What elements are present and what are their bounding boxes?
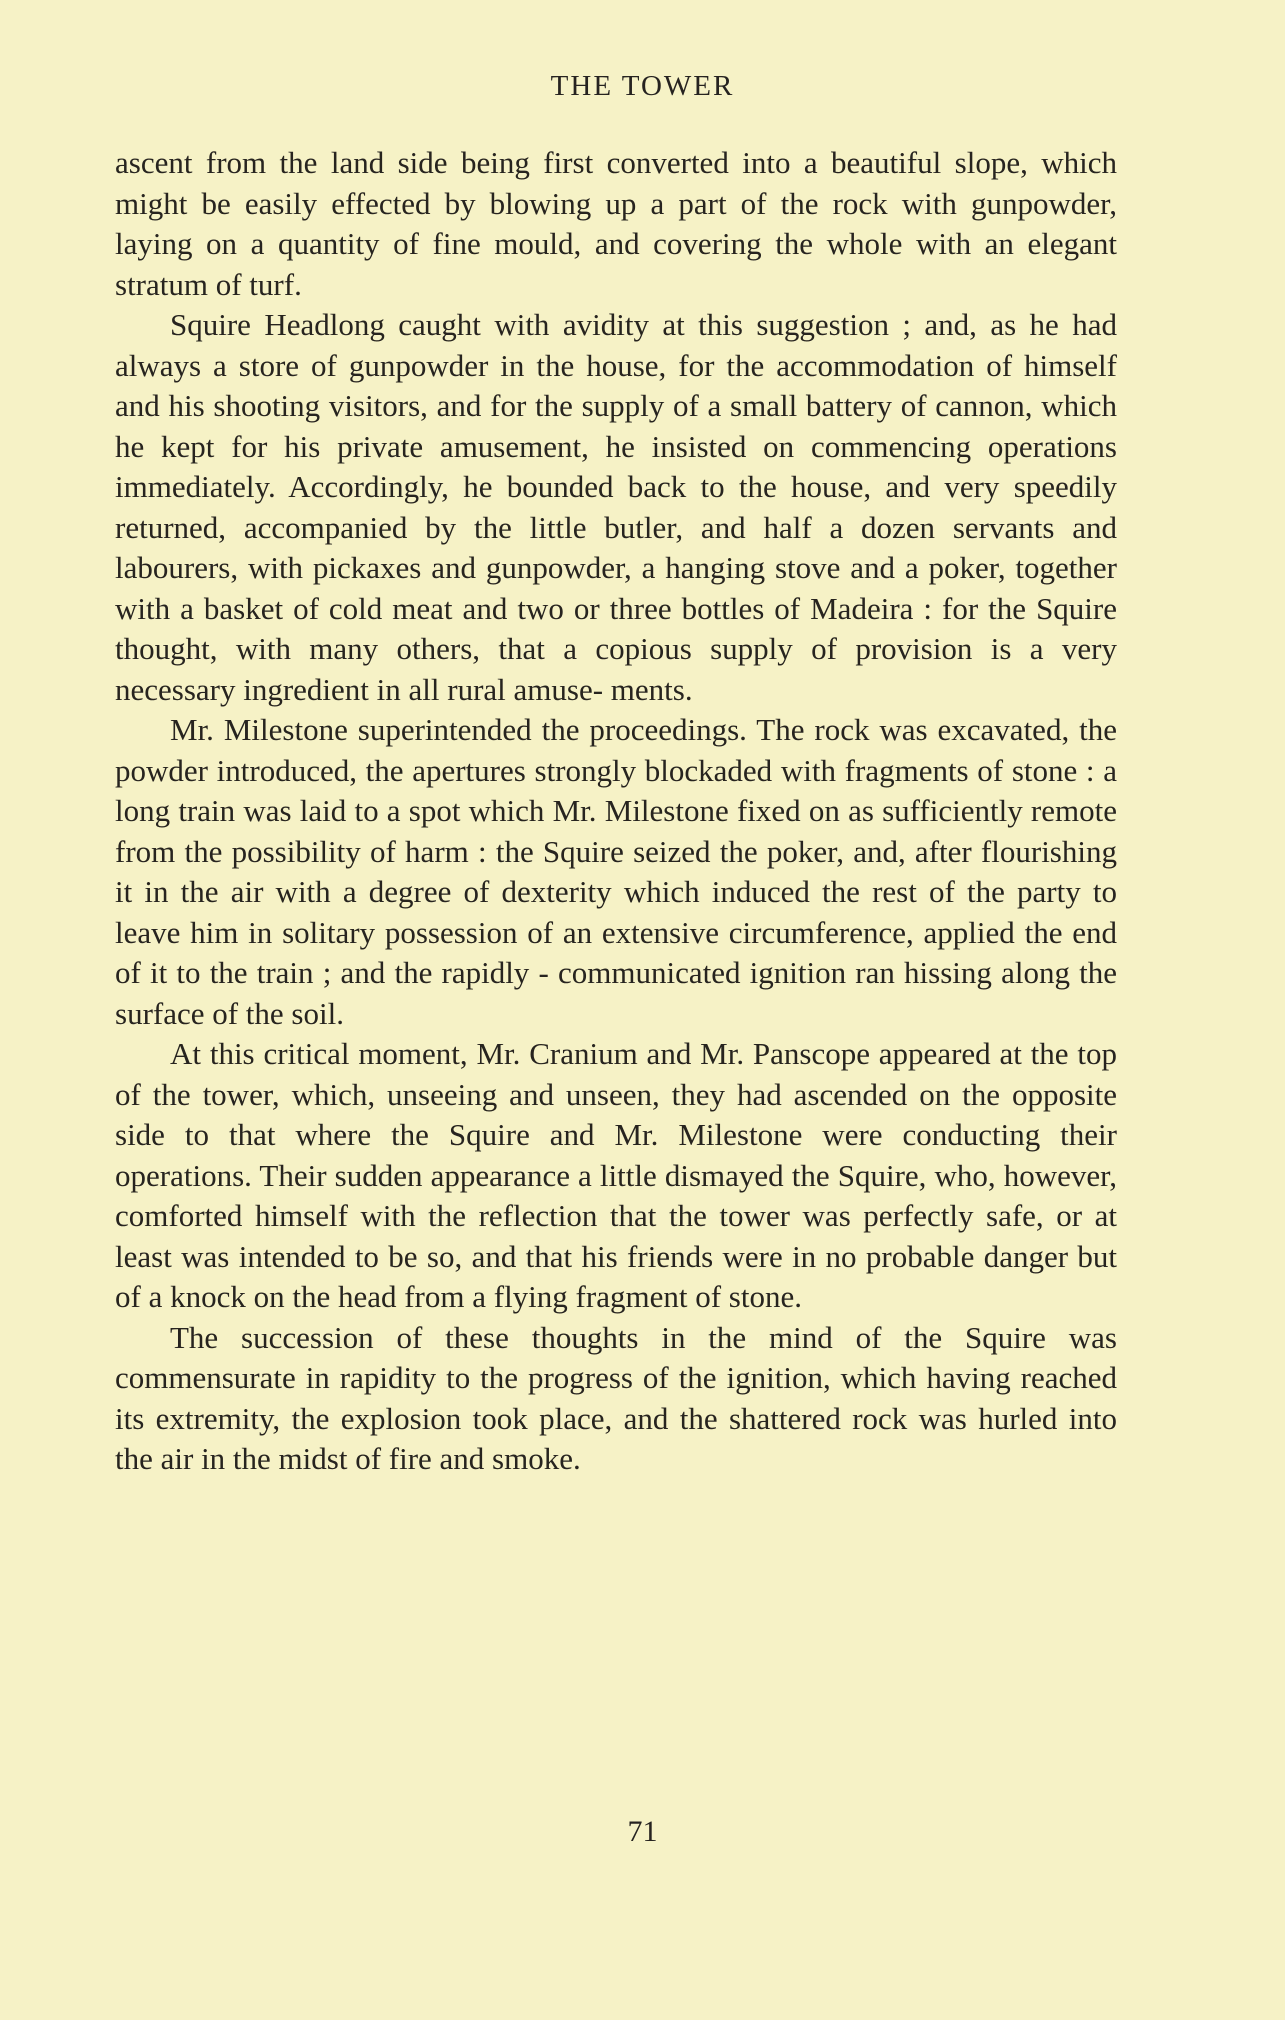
paragraph: Squire Headlong caught with avidity at this suggestion ; and, as he had always a store of gunpowder in the house, for the accommodation of himself and his shooting visitors, and for the supply of a small battery of cannon, which he kept for his private amusement, he insisted on commencing operations immediately. Accordingly, he bounded back to the house, and very speedily returned, accompanied by the little butler, and half a dozen servants and labourers, with pickaxes and gunpowder, a hanging stove and a poker, together with a basket of cold meat and two or three bottles of Madeira : for the Squire thought, with many others, that a copious supply of provision is a very necessary ingredient in all rural amuse- ments. (115, 307, 1117, 707)
paragraph: Mr. Milestone superintended the proceedings. The rock was excavated, the powder introduced, the apertures strongly blockaded with fragments of stone : a long train was laid to a spot which Mr. Milestone fixed on as sufficiently remote from the possibility of harm : the Squire seized the poker, and, after flourishing it in the air with a degree of dexterity which induced the rest of the party to leave him in solitary possession of an extensive circumference, applied the end of it to the train ; and the rapidly - communicated ignition ran hissing along the surface of the soil. (115, 712, 1117, 1031)
page-number: 71 (627, 1815, 658, 1848)
paragraph: At this critical moment, Mr. Cranium and Mr. Panscope appeared at the top of the tower, which, unseeing and unseen, they had ascended on the opposite side to that where the Squire and Mr. Milestone were conducting their operations. Their sudden appearance a little dismayed the Squire, who, however, comforted himself with the reflection that the tower was perfectly safe, or at least was intended to be so, and that his friends were in no probable danger but of a knock on the head from a flying fragment of stone. (115, 1036, 1117, 1314)
running-head: THE TOWER (550, 70, 735, 102)
paragraph: The succession of these thoughts in the mind of the Squire was commensurate in rapidity to the progress of the ignition, which having reached its extremity, the explosion took place, and the shattered rock was hurled into the air in the midst of fire and smoke. (115, 1319, 1117, 1476)
body-text (115, 143, 1117, 1480)
paragraph-continued: ascent from the land side being first converted into a beautiful slope, which might be easily effected by blowing up a part of the rock with gunpowder, laying on a quantity of fine mould, and covering the whole with an elegant stratum of turf. (115, 145, 1117, 302)
